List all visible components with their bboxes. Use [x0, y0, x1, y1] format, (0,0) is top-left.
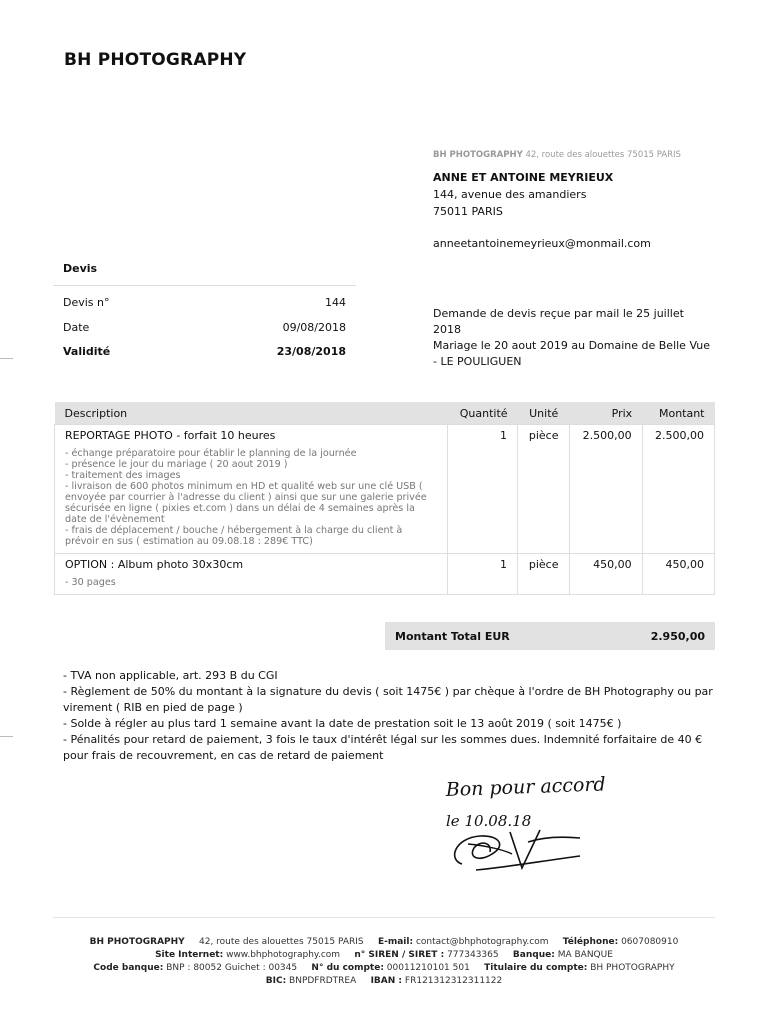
footer-bank-code-label: Code banque:	[93, 963, 164, 973]
signature-approval-text: Bon pour accord	[445, 773, 607, 801]
total-box	[385, 622, 715, 650]
note-line: - Solde à régler au plus tard 1 semaine avant la date de prestation soit le 13 août 2019 ( soit 1475€ )	[63, 717, 622, 730]
quote-date-label: Date	[63, 321, 90, 334]
sender-address-line	[433, 150, 681, 160]
item-amount: 2.500,00	[642, 425, 714, 554]
total-label: Montant Total EUR	[395, 629, 510, 643]
footer-line-4	[40, 976, 728, 986]
item-description-cell	[55, 554, 448, 595]
note-line: - Règlement de 50% du montant à la signature du devis ( soit 1475€ ) par chèque à l'ordre de BH Photography ou par virement ( RIB en pied de page )	[63, 685, 713, 714]
item-description-cell	[55, 425, 448, 554]
client-street: 144, avenue des amandiers	[433, 188, 587, 201]
quote-number-label: Devis n°	[63, 296, 110, 309]
item-unit: pièce	[518, 554, 570, 595]
item-amount: 450,00	[642, 554, 714, 595]
sender-address: 42, route des alouettes 75015 PARIS	[525, 150, 681, 160]
footer-company: BH PHOTOGRAPHY	[89, 937, 185, 947]
signature-loop-stroke	[455, 836, 500, 864]
table-row	[55, 425, 715, 554]
footer-line-3	[40, 963, 728, 973]
header-unit: Unité	[518, 402, 570, 425]
footer-holder: BH PHOTOGRAPHY	[590, 963, 675, 973]
item-quantity: 1	[448, 554, 518, 595]
table-row	[55, 554, 715, 595]
footer-email-label: E-mail:	[377, 937, 414, 947]
quote-date-value: 09/08/2018	[282, 321, 346, 334]
footer-bank-code: BNP : 80052 Guichet : 00345	[166, 963, 298, 973]
item-unit: pièce	[518, 425, 570, 554]
quote-heading: Devis	[63, 262, 98, 275]
footer-phone-label: Téléphone:	[562, 937, 619, 947]
client-name: ANNE ET ANTOINE MEYRIEUX	[433, 171, 614, 184]
signature-underline-stroke	[476, 856, 580, 870]
handwritten-signature	[440, 772, 630, 882]
footer-line-2	[40, 950, 728, 960]
company-title: BH PHOTOGRAPHY	[64, 50, 247, 70]
header-quantity: Quantité	[448, 402, 518, 425]
footer-address: 42, route des alouettes 75015 PARIS	[199, 937, 364, 947]
footer-phone: 0607080910	[621, 937, 679, 947]
footer-account: 00011210101 501	[386, 963, 470, 973]
header-amount: Montant	[642, 402, 714, 425]
sender-name: BH PHOTOGRAPHY	[433, 150, 523, 160]
footer-holder-label: Titulaire du compte:	[484, 963, 588, 973]
quote-validity-label: Validité	[63, 345, 111, 358]
client-city: 75011 PARIS	[433, 205, 503, 218]
item-title: REPORTAGE PHOTO - forfait 10 heures	[65, 429, 276, 442]
footer-bank-label: Banque:	[512, 950, 555, 960]
footer-siren: 777343365	[447, 950, 499, 960]
items-table	[54, 402, 715, 595]
client-email: anneetantoinemeyrieux@monmail.com	[433, 237, 651, 250]
footer-site-label: Site Internet:	[155, 950, 224, 960]
total-value: 2.950,00	[650, 629, 705, 643]
footer-email: contact@bhphotography.com	[415, 937, 549, 947]
footer-divider	[53, 917, 715, 918]
footer-iban-label: IBAN :	[370, 976, 403, 986]
quote-number-value: 144	[325, 296, 346, 309]
table-header-row	[55, 402, 715, 425]
header-description: Description	[55, 402, 448, 425]
quote-validity-row	[63, 345, 346, 358]
margin-mark	[0, 736, 13, 737]
item-quantity: 1	[448, 425, 518, 554]
footer-line-1	[40, 937, 728, 947]
footer-bic: BNPDFRDTREA	[289, 976, 357, 986]
item-price: 450,00	[570, 554, 642, 595]
footer-iban: FR121312312311122	[404, 976, 503, 986]
footer-account-label: N° du compte:	[311, 963, 384, 973]
item-price: 2.500,00	[570, 425, 642, 554]
terms-notes	[63, 668, 718, 764]
note-line: - TVA non applicable, art. 293 B du CGI	[63, 669, 278, 682]
footer-siren-label: n° SIREN / SIRET :	[354, 950, 445, 960]
item-title: OPTION : Album photo 30x30cm	[65, 558, 244, 571]
quote-validity-value: 23/08/2018	[276, 345, 346, 358]
header-price: Prix	[570, 402, 642, 425]
quote-number-row	[63, 296, 346, 309]
margin-mark	[0, 358, 13, 359]
footer-bic-label: BIC:	[265, 976, 287, 986]
request-note: Demande de devis reçue par mail le 25 juillet 2018 Mariage le 20 aout 2019 au Domaine de Belle Vue - LE POULIGUEN	[433, 307, 710, 368]
signature-date-text: le 10.08.18	[446, 812, 532, 830]
item-details: - échange préparatoire pour établir le planning de la journée - présence le jour du mariage ( 20 aout 2019 ) - traitement des images - livraison de 600 photos minimum en HD et qualité web sur une clé USB ( envoyée par courrier à l'adresse du client ) ainsi que sur une galerie privée sécurisée en ligne ( pixies et.com ) dans un délai de 4 semaines après la date de l'évènement - frais de déplacement / bouche / hébergement à la charge du client à prévoir en sus ( estimation au 09.08.18 : 289€ TTC)	[65, 448, 427, 547]
item-details: - 30 pages	[65, 577, 116, 588]
quote-date-row	[63, 321, 346, 334]
footer-bank: MA BANQUE	[557, 950, 613, 960]
footer-site: www.bhphotography.com	[226, 950, 341, 960]
quote-divider	[53, 285, 356, 286]
note-line: - Pénalités pour retard de paiement, 3 fois le taux d'intérêt légal sur les sommes dues. Indemnité forfaitaire de 40 € pour frais de recouvrement, en cas de retard de paiement	[63, 733, 703, 762]
